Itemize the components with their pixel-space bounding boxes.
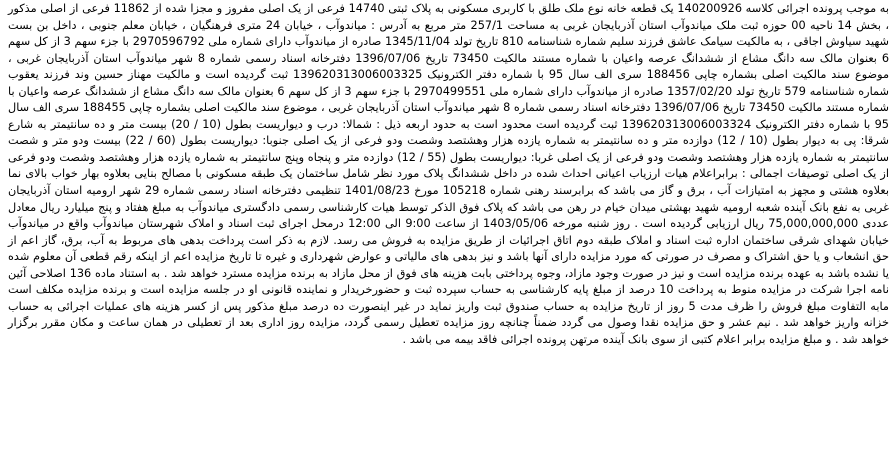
notice-body: به موجب پرونده اجرائی کلاسه 140200926 یک قطعه خانه نوع ملک طلق با کاربری مسکونی به پلاک ثبتی 14740 فرعی از یک اصلی مفروز و مجزا شده از 11862 فرعی از اصلی مذکور ، بخش 14 ناحیه 00 حوزه ثبت ملک میاندوآب استان آذربایجان غربی به مساحت 257/1 متر مربع به آدرس : میاندوآب ، خیابان 24 متری فرهنگیان ، خیابان معلم جنوبی ، داخل بن بست شهید سیاوش اجاقی ، به مالکیت سیامک عاشق فرزند سلیم شماره شناسنامه 810 تاریخ تولد 1345/11/04 صادره از میاندوآب دارای شماره ملی 2970596792 با جزء سهم 3 از کل سهم 6 بعنوان مالک سه دانگ مشاع از ششدانگ عرصه واعیان با شماره مستند مالکیت 73450 تاریخ 1396/07/06 دفترخانه اسناد رسمی شماره 8 شهر میاندوآب استان آذربایجان غربی ، موضوع سند مالکیت اصلی بشماره چاپی 188456 سری الف سال 95 با شماره دفتر الکترونیک 139620313006003325 ثبت گردیده است و مالکیت مهناز حسین وند فرزند یعقوب شماره شناسنامه 579 تاریخ تولد 1357/02/20 صادره از میاندوآب دارای شماره ملی 2970499551 با جزء سهم 3 از کل سهم 6 بعنوان مالک سه دانگ مشاع از ششدانگ عرصه واعیان با شماره مستند مالکیت 73450 تاریخ 1396/07/06 دفترخانه اسناد رسمی شماره 8 شهر میاندوآب استان آذربایجان غربی ، موضوع سند مالکیت اصلی بشماره چاپی 188455 سری الف سال 95 با شماره دفتر الکترونیک 139620313006003324 ثبت گردیده است محدود است به حدود اربعه ذیل : شمالا: درب و دیواریست بطول (10 / 20) بیست متر و ده سانتیمتر به شارع شرقا: پی به دیوار بطول (10 / 12) دوازده متر و ده سانتیمتر به شماره یازده هزار وهشتصد وشصت ودو فرعی از یک اصلی جنوبا: دیواریست بطول (60 / 22) بیست ودو متر و شصت سانتیمتر به شماره یازده هزار وهشتصد وشصت ودو فرعی از یک اصلی غربا: دیواریست بطول (55 / 12) دوازده متر و پنجاه وپنج سانتیمتر به شماره یازده هزار وهشتصد وشصت ودو فرعی از یک اصلی توصیفات اجمالی : برابراعلام هیات ارزیاب اعیانی احداث شده در داخل ششدانگ پلاک مورد نظر شامل ساختمان یک طبقه مسکونی با مصالح بنایی بعلاوه بهار خواب بالای نما بعلاوه هشتی و مجهز به امتیازات آب ، برق و گاز می باشد که برابرسند رهنی شماره 105218 مورخ 1401/08/23 تنظیمی دفترخانه اسناد رسمی شماره 29 شهر ارومیه استان آذربایجان غربی به نفع بانک آینده شعبه ارومیه شهید بهشتی میدان خیام در رهن می باشد که پلاک فوق الذکر توسط هیات کارشناسی رسمی دادگستری میاندوآب به مبلغ هفتاد و پنج میلیارد ریال معادل عددی 75,000,000,000 ریال ارزیابی گردیده است . روز شنبه مورخه 1403/05/06 از ساعت 9:00 الی 12:00 درمحل اجرای ثبت اسناد و املاک شهرستان میاندوآب واقع در میاندوآب خیابان شهدای شرقی ساختمان اداره ثبت اسناد و املاک طبقه دوم اتاق اجرائیات از طریق مزایده به فروش می رسد. لازم به ذکر است پرداخت بدهی های مربوط به آب، برق، گاز اعم از حق انشعاب و یا حق اشتراک و مصرف در صورتی که مورد مزایده دارای آنها باشد و نیز بدهی های مالیاتی و عوارض شهرداری و غیره تا تاریخ مزایده اعم از اینکه رقم قطعی آن معلوم شده یا نشده باشد به عهده برنده مزایده است و نیز در صورت وجود مازاد، وجوه پرداختی بابت هزینه های فوق از محل مازاد به برنده مزایده مسترد خواهد شد . به استناد ماده 136 اصلاحی آئین نامه اجرا شرکت در مزایده منوط به پرداخت 10 درصد از مبلغ پایه کارشناسی به حساب سپرده ثبت و حضورخریدار و نماینده قانونی او در جلسه مزایده است و برنده مزایده مکلف است مابه التفاوت مبلغ فروش را ظرف مدت 5 روز از تاریخ مزایده به حساب صندوق ثبت واریز نماید در غیر اینصورت ده درصد مبلغ مذکور پس از کسر هزینه های عملیات اجرائی به حساب خزانه واریز خواهد شد . نیم عشر و حق مزایده نقدا وصول می گردد ضمناً چنانچه روز مزایده تعطیل رسمی گردد، مزایده روز اداری بعد از تعطیلی در همان ساعت و مکان مقرر برگزار خواهد شد . و مبلغ مزایده برابر اعلام کتبی از سوی بانک آینده مرتهن پرونده اجرائی فاقد بیمه می باشد . bbox=[8, 2, 890, 346]
